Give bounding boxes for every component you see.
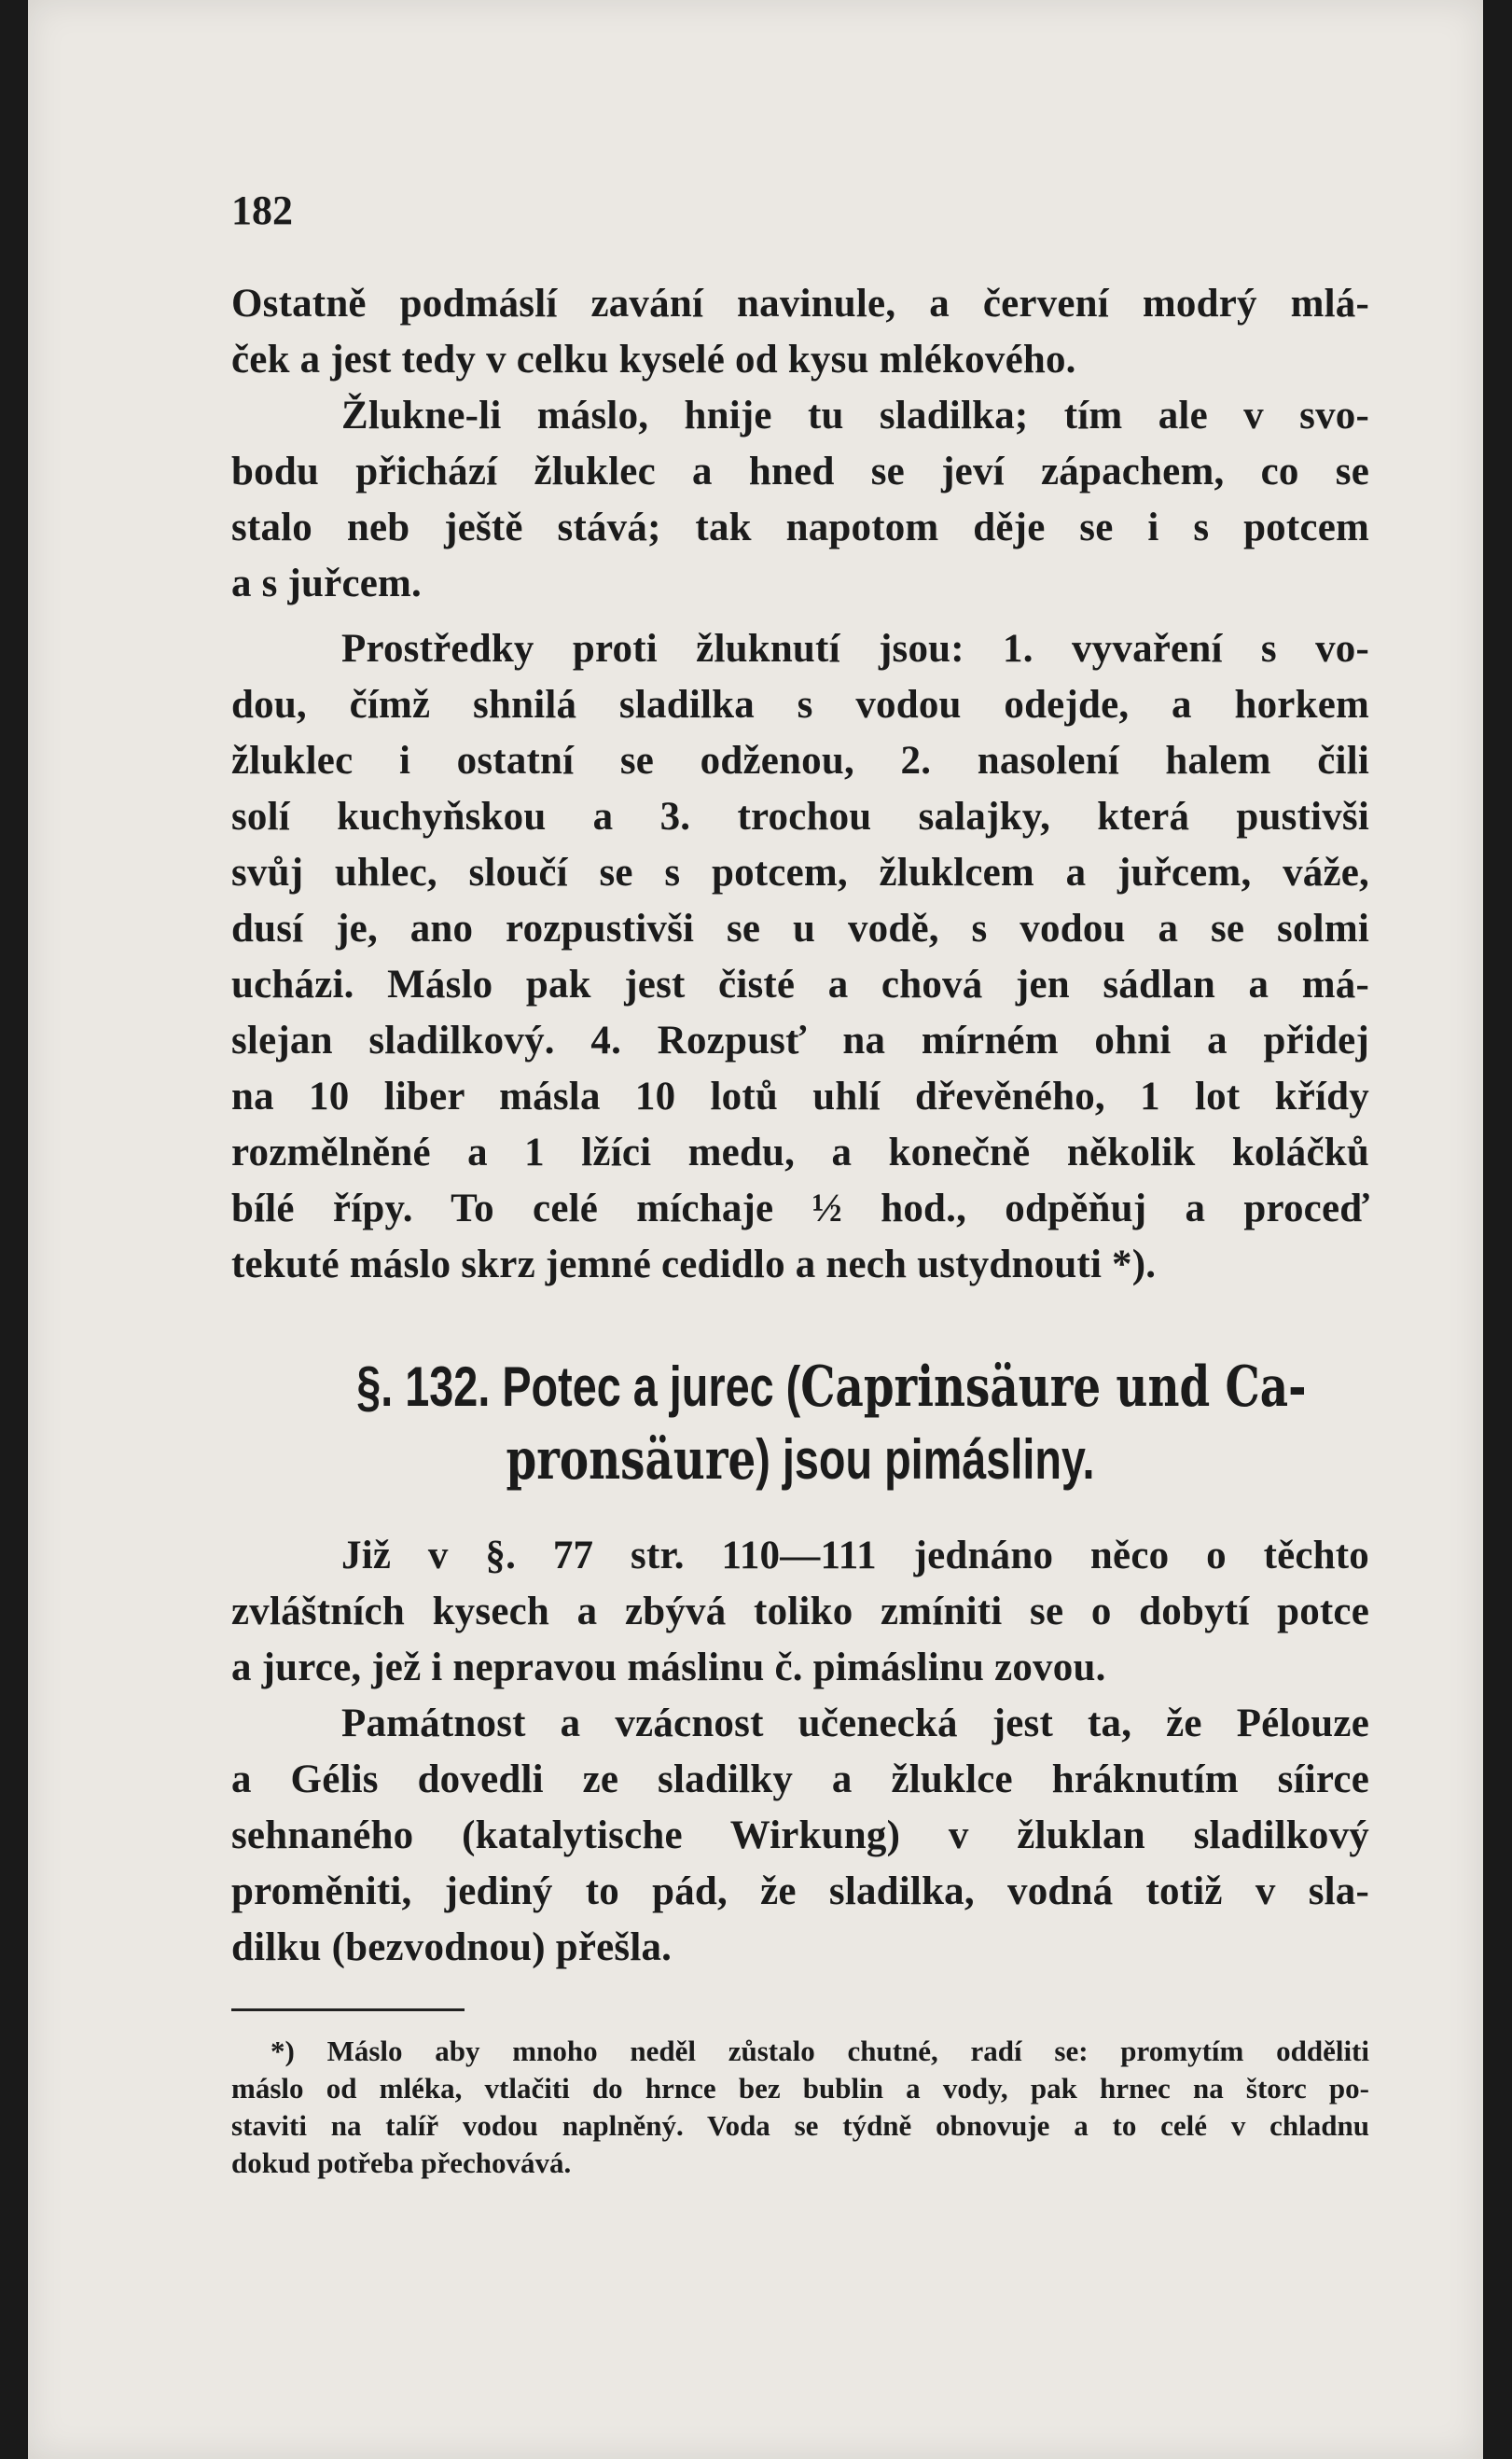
text-line: na 10 liber másla 10 lotů uhlí dřevěného, 1 lot křídy: [231, 1075, 1369, 1118]
text-line: dou, čímž shnilá sladilka s vodou odejde, a horkem: [231, 683, 1369, 727]
text-line: zvláštních kysech a zbývá toliko zmíniti se o dobytí potce: [231, 1590, 1369, 1633]
text-line: sehnaného (katalytische Wirkung) v žluklan sladilkový: [231, 1813, 1369, 1857]
text-line: ucházi. Máslo pak jest čisté a chová jen sádlan a má-: [231, 963, 1369, 1007]
section-heading-line-1: [356, 1353, 1307, 1422]
text-line: a s juřcem.: [231, 562, 422, 605]
footnote-line: *) Máslo aby mnoho neděl zůstalo chutné, radí se: promytím odděliti: [270, 2035, 1369, 2067]
text-line: dilku (bezvodnou) přešla.: [231, 1925, 673, 1969]
section-heading-german: pronsäure: [506, 1427, 756, 1493]
text-line: Ostatně podmáslí zavání navinule, a červení modrý mlá-: [231, 282, 1369, 326]
footnote-separator: [231, 2008, 465, 2011]
text-line: slejan sladilkový. 4. Rozpusť na mírném ohni a přidej: [231, 1019, 1369, 1063]
text-line: proměniti, jediný to pád, že sladilka, vodná totiž v sla-: [231, 1869, 1369, 1913]
text-line: svůj uhlec, sloučí se s potcem, žluklcem a juřcem, váže,: [231, 851, 1369, 895]
section-heading-text: §. 132. Potec a jurec (: [356, 1355, 801, 1418]
text-line: a Gélis dovedli ze sladilky a žluklce hráknutím síirce: [231, 1757, 1369, 1801]
text-line: solí kuchyňskou a 3. trochou salajky, která pustivši: [231, 795, 1369, 839]
text-line: Žlukne-li máslo, hnije tu sladilka; tím ale v svo-: [341, 394, 1369, 438]
text-line: dusí je, ano rozpustivši se u vodě, s vodou a se solmi: [231, 907, 1369, 951]
footnote-line: máslo od mléka, vtlačiti do hrnce bez bublin a vody, pak hrnec na štorc po-: [231, 2072, 1369, 2105]
text-line: rozmělněné a 1 lžíci medu, a konečně několik koláčků: [231, 1131, 1369, 1174]
text-line: bodu přichází žluklec a hned se jeví zápachem, co se: [231, 450, 1369, 493]
section-heading-german: Caprinsäure und Ca-: [800, 1355, 1307, 1420]
text-line: Již v §. 77 str. 110—111 jednáno něco o těchto: [341, 1534, 1369, 1577]
page-number: 182: [231, 188, 293, 233]
text-line: žluklec i ostatní se odženou, 2. nasolení halem čili: [231, 739, 1369, 783]
section-heading-text: ) jsou pimásliny.: [756, 1428, 1095, 1491]
text-line: Prostředky proti žluknutí jsou: 1. vyvaření s vo-: [341, 627, 1369, 671]
section-heading-line-2: [356, 1425, 1244, 1494]
text-line: stalo neb ještě stává; tak napotom děje se i s potcem: [231, 506, 1369, 549]
text-line: ček a jest tedy v celku kyselé od kysu mlékového.: [231, 338, 1076, 382]
footnote-line: staviti na talíř vodou naplněný. Voda se týdně obnovuje a to celé v chladnu: [231, 2109, 1369, 2142]
text-line: bílé řípy. To celé míchaje ½ hod., odpěňuj a proceď: [231, 1187, 1369, 1230]
text-line: Památnost a vzácnost učenecká jest ta, že Pélouze: [341, 1702, 1369, 1745]
text-line: tekuté máslo skrz jemné cedidlo a nech ustydnouti *).: [231, 1243, 1157, 1286]
book-page: [28, 0, 1483, 2459]
text-line: a jurce, jež i nepravou máslinu č. pimáslinu zovou.: [231, 1646, 1106, 1689]
footnote-line: dokud potřeba přechovává.: [231, 2146, 572, 2179]
